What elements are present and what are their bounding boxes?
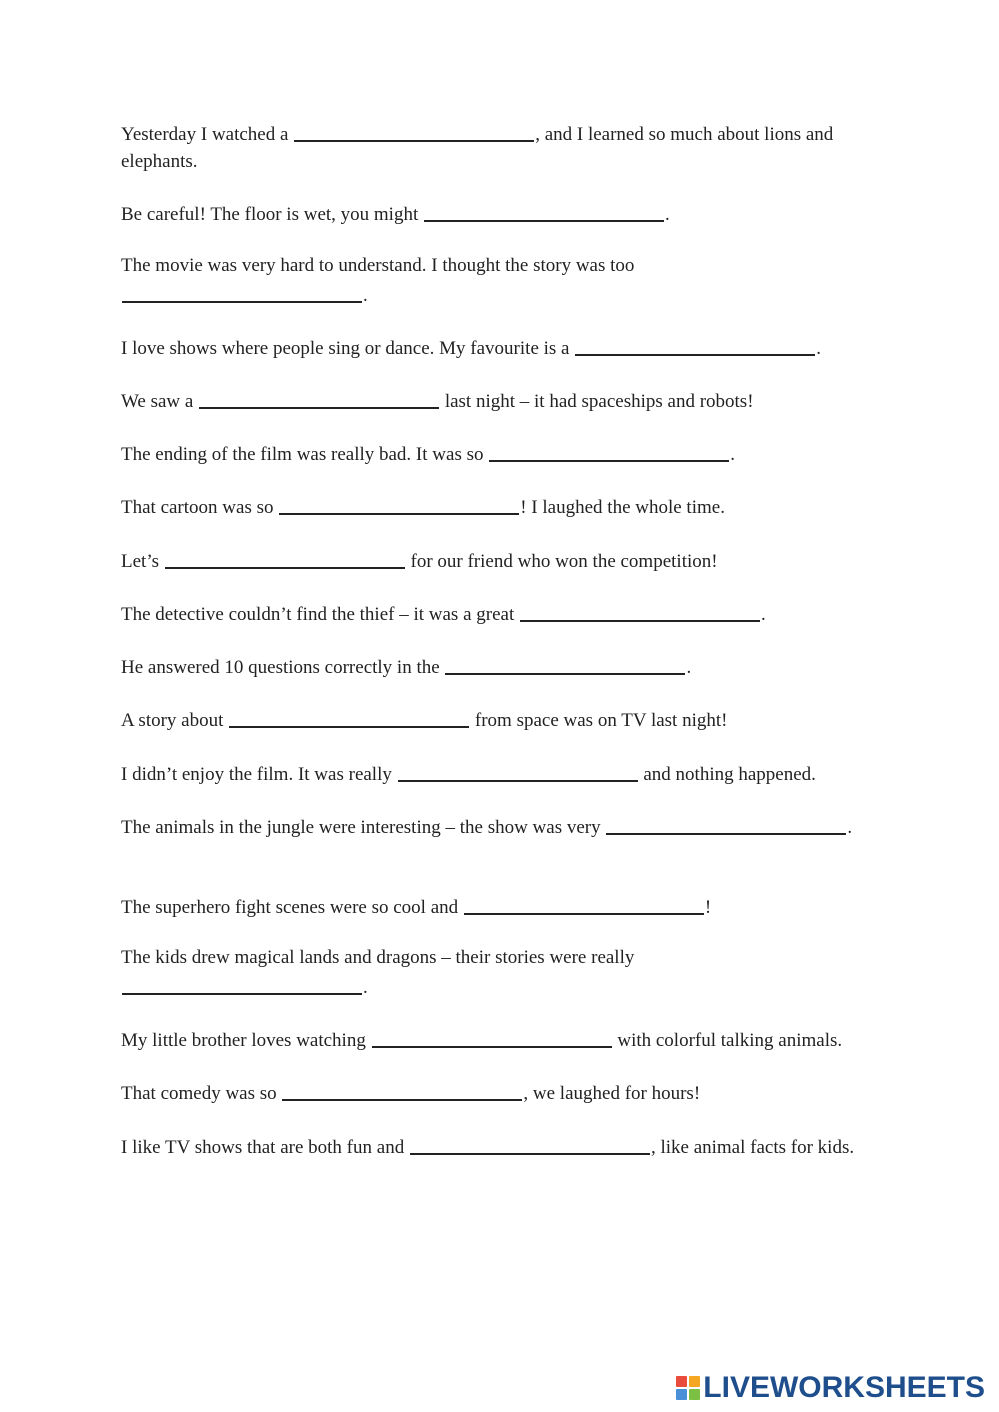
question-4: I love shows where people sing or dance. My favourite is a .	[121, 332, 881, 362]
question-2: Be careful! The floor is wet, you might .	[121, 198, 881, 228]
question-1: Yesterday I watched a , and I learned so much about lions and elephants.	[121, 118, 881, 175]
answer-blank-15[interactable]	[122, 973, 362, 995]
logo-block-l	[676, 1376, 687, 1387]
answer-blank-9[interactable]	[520, 600, 760, 622]
question-7: That cartoon was so ! I laughed the whole time.	[121, 491, 881, 521]
logo-block-e	[689, 1389, 700, 1400]
answer-blank-1[interactable]	[294, 120, 534, 142]
answer-blank-18[interactable]	[410, 1133, 650, 1155]
question-18: I like TV shows that are both fun and , like animal facts for kids.	[121, 1131, 881, 1161]
logo-block-i	[689, 1376, 700, 1387]
answer-blank-7[interactable]	[279, 493, 519, 515]
answer-blank-4[interactable]	[575, 334, 815, 356]
answer-blank-11[interactable]	[229, 706, 469, 728]
question-17: That comedy was so , we laughed for hours!	[121, 1077, 881, 1107]
answer-blank-10[interactable]	[445, 653, 685, 675]
answer-blank-2[interactable]	[424, 200, 664, 222]
question-11: A story about from space was on TV last night!	[121, 704, 881, 734]
answer-blank-17[interactable]	[282, 1079, 522, 1101]
question-14: The superhero fight scenes were so cool and !	[121, 891, 881, 921]
answer-blank-5[interactable]	[199, 387, 439, 409]
answer-blank-16[interactable]	[372, 1026, 612, 1048]
liveworksheets-logo[interactable]	[676, 1372, 985, 1404]
question-10: He answered 10 questions correctly in the .	[121, 651, 881, 681]
question-5: We saw a last night – it had spaceships and robots!	[121, 385, 881, 415]
question-12: I didn’t enjoy the film. It was really and nothing happened.	[121, 758, 881, 788]
answer-blank-3[interactable]	[122, 281, 362, 303]
question-9: The detective couldn’t find the thief – it was a great .	[121, 598, 881, 628]
answer-blank-8[interactable]	[165, 547, 405, 569]
logo-block-v	[676, 1389, 687, 1400]
answer-blank-14[interactable]	[464, 893, 704, 915]
logo-blocks-icon	[676, 1376, 700, 1400]
question-6: The ending of the film was really bad. It was so .	[121, 438, 881, 468]
question-16: My little brother loves watching with colorful talking animals.	[121, 1024, 881, 1054]
question-3: The movie was very hard to understand. I thought the story was too .	[121, 255, 635, 306]
question-8: Let’s for our friend who won the competition!	[121, 545, 881, 575]
question-15: The kids drew magical lands and dragons – their stories were really .	[121, 947, 635, 998]
answer-blank-6[interactable]	[489, 440, 729, 462]
brand-name: LIVEWORKSHEETS	[703, 1371, 985, 1404]
question-13: The animals in the jungle were interesting – the show was very .	[121, 811, 881, 841]
answer-blank-12[interactable]	[398, 760, 638, 782]
answer-blank-13[interactable]	[606, 813, 846, 835]
